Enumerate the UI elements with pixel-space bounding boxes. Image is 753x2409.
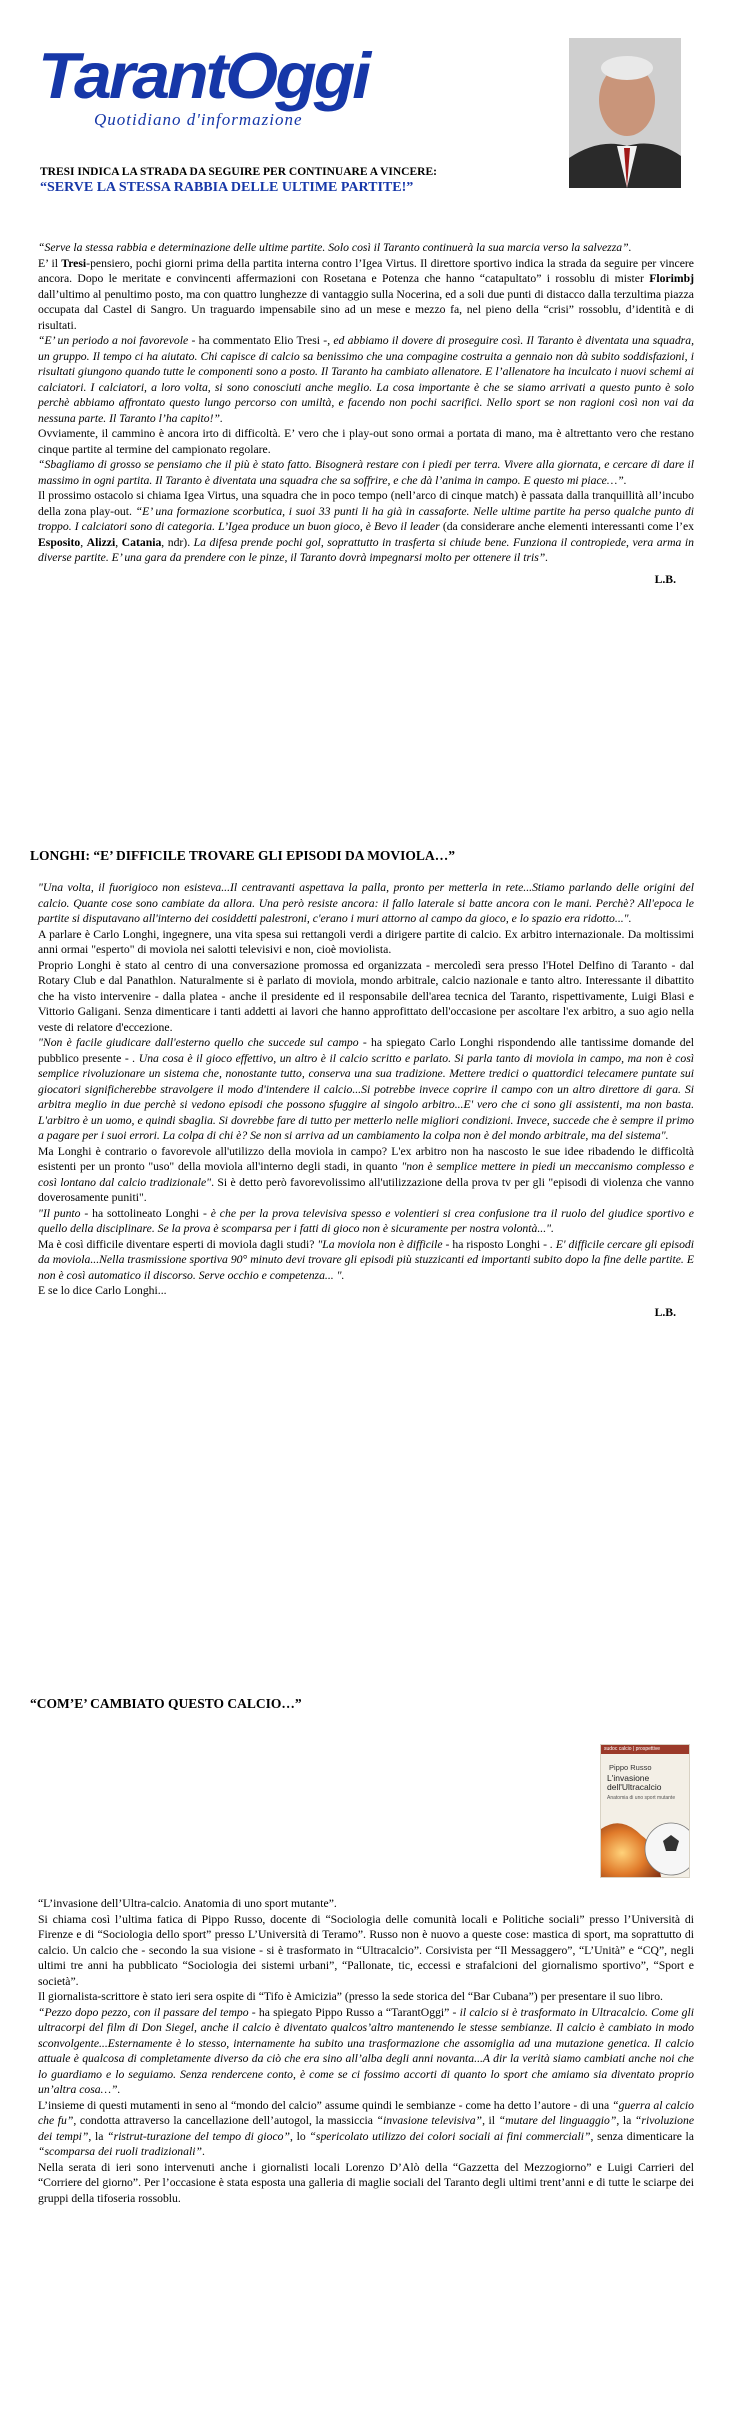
article1-paragraph: Il prossimo ostacolo si chiama Igea Virtus, una squadra che in poco tempo (nell’arco di cinque match) è passata dalla tranquillità all’incubo della zona play-out. “E’ una formazione scorbutica, i suoi 33 punti li ha già in cassaforte. Nelle ultime partite ha perso qualche punto di troppo. I calciatori sono di categoria. L’Igea produce un buon gioco, è Bevo il leader (da considerare anche elementi interessanti come l’ex Esposito, Alizzi, Catania, ndr). La difesa prende pochi gol, soprattutto in trasferta si chiude bene. Funziona il contropiede, vera arma in diverse partite. E’ una gara da prendere con le pinze, il Taranto dovrà impegnarsi molto per ottenere il tris”. [38, 489, 695, 564]
article3-title: “COM’E’ CAMBIATO QUESTO CALCIO…” [30, 1696, 302, 1711]
book-series-band: sudoc calcio | prospettive [601, 1745, 689, 1754]
article3-body [38, 1896, 694, 2206]
article1-body [38, 240, 694, 587]
article3-paragraph: “L’invasione dell’Ultra-calcio. Anatomia di uno sport mutante”. [38, 1897, 337, 1910]
article3-paragraph: “Pezzo dopo pezzo, con il passare del tempo - ha spiegato Pippo Russo a “TarantOggi” - il calcio si è trasformato in Ultracalcio. Come gli ultracorpi del film di Don Siegel, anche il calcio è diventato qualcos’altro mantenendo le stesse sembianze. Il calcio è cambiato in modo sconvolgente...Esternamente è lo stesso, internamente ha subito una trasformazione che assomiglia ad una mutazione genetica. Il calcio attuale è qualcosa di completamente diverso da ciò che era sino all’alba degli anni novanta...A dir la verità siamo cambiati anche noi che lo guardiamo e lo seguiamo. Senza rendercene conto, è come se ci fossimo accorti di quanto lo sport che amiamo sia diventato proprio un’altra cosa…”. [38, 2005, 694, 2096]
article1-paragraph: “E’ un periodo a noi favorevole - ha commentato Elio Tresi -, ed abbiamo il dovere di proseguire così. Il Taranto è diventata una squadra, un gruppo. Il tempo ci ha aiutato. Chi capisce di calcio sa benissimo che una compagine costruita a gennaio non dà subito soddisfazioni, i risultati giungono quando tutte le componenti sono a posto. Il Taranto ha cambiato allenatore. E l’allenatore ha inculcato i nuovi schemi ai calciatori. I calciatori, a loro volta, si sono conosciuti anche meglio. La cosa importante è che se siamo arrivati a questo punto è solo perchè abbiamo affrontato questo lungo percorso con umiltà, e facendo non pochi sacrifici. Nello sport se non ragioni così non vai da nessuna parte. Il Taranto l’ha capito!”. [38, 334, 694, 425]
article2-paragraph: "Non è facile giudicare dall'esterno quello che succede sul campo - ha spiegato Carlo Longhi rispondendo alle tantissime domande del pubblico presente - . Una cosa è il gioco effettivo, un altro è il calcio scritto e parlato. Si parla tanto di moviola in campo, ma non è così semplice rivoluzionare un sistema che, nonostante tutto, conserva una sua tradizione. Mettere tredici o quattordici telecamere puntate sui giocatori significherebbe stravolgere il modo d'intendere il calcio...Si potrebbe invece coprire il campo con un altro direttore di gara. Si arbitra meglio in due perchè si vedono episodi che possono sfuggire al singolo arbitro...E' vero che ci sono gli assistenti, ma non basta. L'arbitro è un uomo, e quindi sbaglia. Si dovrebbe fare di tutto per metterlo nelle migliori condizioni. Invece, succede che è sempre il primo a pagare per i suoi errori. La colpa di chi è? Se non si arriva ad un cambiamento la colpa non è del mondo arbitrale, ma del sistema". [38, 1036, 695, 1142]
book-subtitle: Anatomia di uno sport mutante [607, 1795, 676, 1801]
logo-subtitle: Quotidiano d'informazione [94, 110, 303, 129]
article2-paragraph: A parlare è Carlo Longhi, ingegnere, una vita spesa sui rettangoli verdi a dirigere partite di calcio. Ex arbitro internazionale. Da moltissimi anni ormai "esperto" di moviola nei salotti televisivi e non, cioè moviolista. [38, 927, 694, 956]
football-icon [601, 1745, 689, 1877]
article3-paragraph: L’insieme di questi mutamenti in seno al “mondo del calcio” assume quindi le sembianze - come ha detto l’autore - di una “guerra al calcio che fu”, condotta attraverso la cancellazione dell’autogol, la massiccia “invasione televisiva”, il “mutare del linguaggio”, la “rivoluzione dei tempi”, la “ristrut-turazione del tempo di gioco”, lo “spericolato utilizzo dei colori sociali ai fini commerciali”, senza dimenticare la “scomparsa dei ruoli tradizionali”. [38, 2098, 695, 2158]
article2-paragraph: Ma Longhi è contrario o favorevole all'utilizzo della moviola in campo? L'ex arbitro non ha nascosto le sue idee ribadendo le difficoltà esistenti per un pronto "uso" della moviola all'interno degli stadi, in quanto "non è semplice mettere in piedi un meccanismo complesso e così lontano dal calcio tradizionale". Si è detto però favorevolissimo all'utilizzazione della prova tv per gli "episodi di violenza che vanno doverosamente puniti". [38, 1144, 694, 1204]
portrait-photo [569, 38, 681, 188]
article1-title: “SERVE LA STESSA RABBIA DELLE ULTIME PARTITE!” [40, 180, 414, 195]
masthead-logo [38, 39, 458, 132]
book-title: L'invasione dell'Ultracalcio [607, 1773, 662, 1792]
article1-kicker: TRESI INDICA LA STRADA DA SEGUIRE PER CONTINUARE A VINCERE: [40, 166, 437, 178]
article2-title: LONGHI: “E’ DIFFICILE TROVARE GLI EPISODI DA MOVIOLA…” [30, 848, 455, 863]
article1-signature: L.B. [654, 572, 676, 586]
article2-paragraph: "Il punto - ha sottolineato Longhi - è che per la prova televisiva spesso e volentieri si crea confusione tra il ruolo del giudice sportivo e quello della disciplinare. Se la prova è scomparsa per i fatti di gioco non è sicuramente per nostra volontà...". [38, 1206, 694, 1235]
article2-signature: L.B. [654, 1305, 676, 1319]
article2-paragraph: Proprio Longhi è stato al centro di una conversazione promossa ed organizzata - mercoledì sera presso l'Hotel Delfino di Taranto - dal Rotary Club e dal Panathlon. Naturalmente si è parlato di moviola, mondo arbitrale, calcio nazionale e tanto altro. Interessante il dibattito che ha visto intervenire - dalla platea - anche il presidente ed il responsabile dell'area tecnica del Taranto, rispettivamente, Luigi Blasi e Vittorio Galigani. Senza dimenticare i tanti addetti ai lavori che hanno approfittato dell'occasione per ascoltare l'ex arbitro, a suo agio nella veste di relatore d'eccezione. [38, 958, 694, 1034]
article1-paragraph: “Sbagliamo di grosso se pensiamo che il più è stato fatto. Bisognerà restare con i piedi per terra. Vivere alla giornata, e cercare di dare il massimo in ogni partita. Il Taranto è diventata una squadra che sa soffrire, e che dà l’anima in campo. E questo mi piace…”. [38, 458, 694, 487]
logo-title: TarantOggi [38, 39, 369, 113]
book-author: Pippo Russo [609, 1763, 652, 1772]
article2-paragraph: E se lo dice Carlo Longhi... [38, 1284, 167, 1297]
portrait-photo-icon [569, 38, 681, 188]
article1-paragraph: E’ il Tresi-pensiero, pochi giorni prima della partita interna contro l’Igea Virtus. Il direttore sportivo indica la strada da seguire per vincere ancora. Dopo le meritate e convincenti affermazioni con Rosetana e Potenza che hanno “catapultato” i rossoblu di mister Florimbj dall’ultimo al penultimo posto, ma con quattro lunghezze di vantaggio sulla Nocerina, ed a soli due punti di distacco dalla terzultima piazza occupata dal Castel di Sangro. Un traguardo impensabile sino ad un mese e mezzo fa, nel pieno della “crisi” rossoblu, d’identità e di risultati. [38, 256, 694, 332]
article2-paragraph: "Una volta, il fuorigioco non esisteva...Il centravanti aspettava la palla, pronto per metterla in rete...Stiamo parlando delle origini del calcio. Quante cose sono cambiate da allora. Una però resiste ancora: il fallo laterale si batte ancora con le mani. Perchè? All'epoca le partite si disputavano all'interno dei cosiddetti palestroni, c'erano i muri attorno al campo da gioco, e lo spazio era ridotto...". [38, 881, 694, 925]
article1-paragraph: “Serve la stessa rabbia e determinazione delle ultime partite. Solo così il Taranto continuerà la sua marcia verso la salvezza”. [38, 241, 632, 254]
article3-paragraph: Si chiama così l’ultima fatica di Pippo Russo, docente di “Sociologia delle comunità locali e Politiche sociali” presso l’Università di Firenze e di “Sociologia dello sport” presso L’Università di Teramo”. Russo non è nuovo a queste cose: mastica di sport, ma soprattutto di calcio. Un calcio che - secondo la sua visione - si è trasformato in “Ultracalcio”. Corsivista per “Il Messaggero”, “L’Unità” e “CQ”, negli ultimi tre anni ha pubblicato “Sociologia dei sistemi urbani”, “Pallonate, tic, eccessi e strafalcioni del giornalismo sportivo”, “Sport e società”. [38, 1912, 694, 1988]
article3-paragraph: Il giornalista-scrittore è stato ieri sera ospite di “Tifo è Amicizia” (presso la sede storica del “Bar Cubana”) per presentare il suo libro. [38, 1990, 663, 2003]
article2-paragraph: Ma è così difficile diventare esperti di moviola dagli studi? "La moviola non è difficile - ha risposto Longhi - . E' difficile cercare gli episodi da moviola...Nella trasmissione sportiva 90° minuto devi trovare gli episodi più stuzzicanti ed importanti subito dopo la fine delle partite. E non è così automatico il discorso. Serve occhio e competenza... ". [38, 1237, 695, 1282]
article2-body [38, 880, 694, 1320]
article1-paragraph: Ovviamente, il cammino è ancora irto di difficoltà. E’ vero che i play-out sono ormai a portata di mano, ma è altrettanto vero che restano cinque partite al termine del campionato regolare. [38, 427, 694, 456]
article3-paragraph: Nella serata di ieri sono intervenuti anche i giornalisti locali Lorenzo D’Alò della “Gazzetta del Mezzogiorno” e Luigi Carrieri del “Corriere del giorno”. Per l’occasione è stata esposta una galleria di maglie sociali del Taranto degli ultimi trent’anni e di tutte le sciarpe dei gruppi della tifoseria rossoblu. [38, 2160, 694, 2205]
book-cover-image [600, 1744, 690, 1878]
